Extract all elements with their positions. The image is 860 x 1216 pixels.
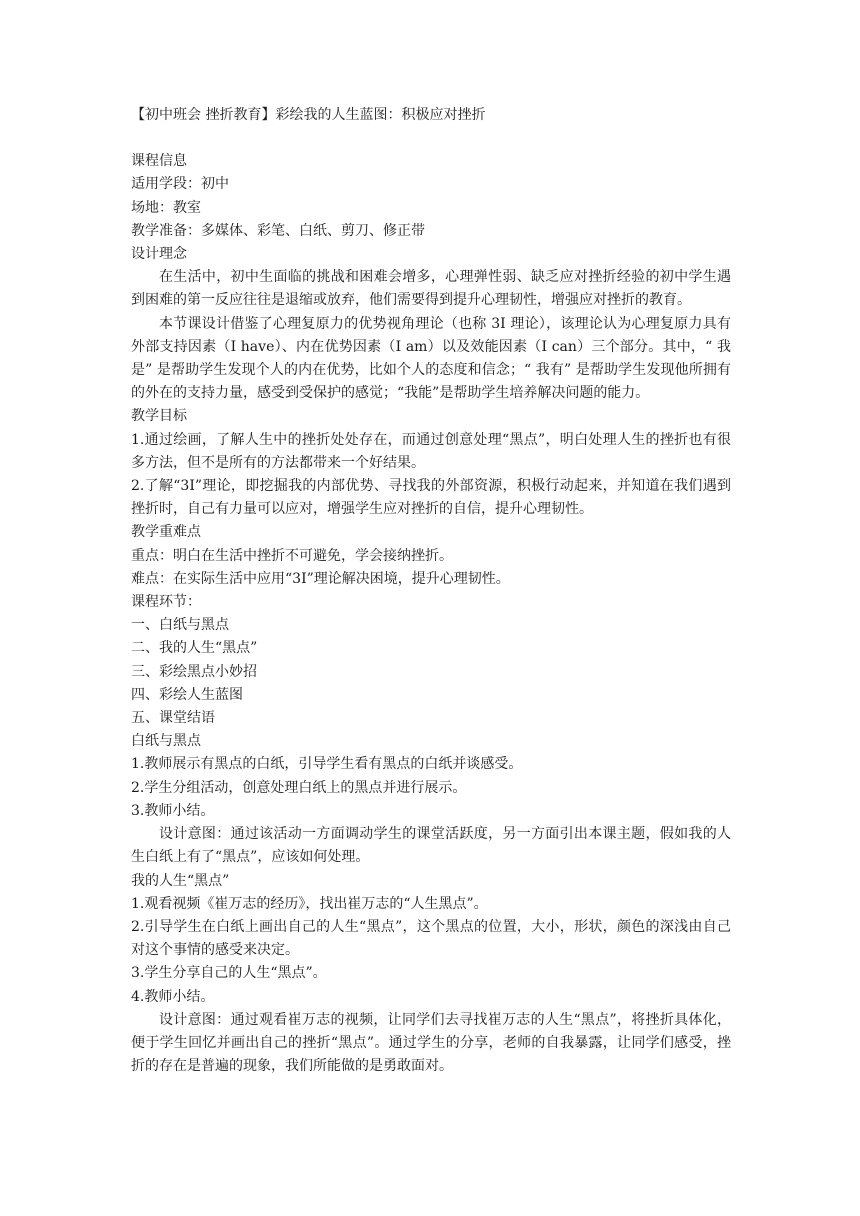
- document-title: 【初中班会 挫折教育】彩绘我的人生蓝图：积极应对挫折: [131, 107, 486, 123]
- section2-heading: 我的人生“黑点”: [131, 872, 230, 889]
- document-page: [131, 104, 731, 1078]
- step-item: 三、彩绘黑点小妙招: [131, 663, 257, 680]
- section2-intent: 设计意图：通过观看崔万志的视频，让同学们去寻找崔万志的人生“黑点”，将挫折具体化，便于学生回忆并画出自己的挫折“黑点”。通过学生的分享，老师的自我暴露，让同学们感受，挫折的存在是普遍的现象，我们所能做的是勇敢面对。: [131, 1011, 731, 1075]
- course-info-heading: 课程信息: [131, 153, 187, 170]
- venue-line: 场地：教室: [131, 199, 201, 216]
- design-concept-paragraph-1: 在生活中，初中生面临的挑战和困难会增多，心理弹性弱、缺乏应对挫折经验的初中学生遇到困难的第一反应往往是退缩或放弃，他们需要得到提升心理韧性，增强应对挫折的教育。: [131, 269, 731, 309]
- key-points-heading: 教学重难点: [131, 524, 201, 541]
- step-item: 五、课堂结语: [131, 710, 215, 727]
- prep-line: 教学准备：多媒体、彩笔、白纸、剪刀、修正带: [131, 222, 425, 239]
- section1-heading: 白纸与黑点: [131, 733, 201, 750]
- step-item: 一、白纸与黑点: [131, 617, 229, 634]
- goal-item-2: 2.了解“3I”理论，即挖掘我的内部优势、寻找我的外部资源，积极行动起来，并知道在我们遇到挫折时，自己有力量可以应对，增强学生应对挫折的自信，提升心理韧性。: [131, 478, 731, 518]
- section1-intent: 设计意图：通过该活动一方面调动学生的课堂活跃度，另一方面引出本课主题，假如我的人生白纸上有了“黑点”，应该如何处理。: [131, 826, 731, 866]
- section1-step-3: 3.教师小结。: [131, 802, 215, 819]
- design-concept-paragraph-2: 本节课设计借鉴了心理复原力的优势视角理论（也称 3I 理论），该理论认为心理复原力具有外部支持因素（I have）、内在优势因素（I am）以及效能因素（I can）三个部分。其中，“ 我是” 是帮助学生发现个人的内在优势，比如个人的态度和信念；“ 我有” 是帮助学生发现他所拥有的外在的支持力量，感受到受保护的感觉；“我能”是帮助学生培养解决问题的能力。: [131, 315, 731, 402]
- section2-step-3: 3.学生分享自己的人生“黑点”。: [131, 965, 327, 982]
- section1-step-1: 1.教师展示有黑点的白纸，引导学生看有黑点的白纸并谈感受。: [131, 756, 523, 773]
- step-item: 二、我的人生“黑点”: [131, 640, 258, 657]
- section2-step-1: 1.观看视频《崔万志的经历》，找出崔万志的“人生黑点”。: [131, 895, 488, 912]
- step-item: 四、彩绘人生蓝图: [131, 686, 243, 703]
- goal-item-1: 1.通过绘画，了解人生中的挫折处处存在，而通过创意处理“黑点”，明白处理人生的挫折也有很多方法，但不是所有的方法都带来一个好结果。: [131, 431, 731, 471]
- difficulty-line: 难点：在实际生活中应用“3I”理论解决困境，提升心理韧性。: [131, 570, 510, 587]
- section1-step-2: 2.学生分组活动，创意处理白纸上的黑点并进行展示。: [131, 779, 467, 796]
- section2-step-4: 4.教师小结。: [131, 988, 215, 1005]
- stage-line: 适用学段：初中: [131, 176, 229, 193]
- design-concept-heading: 设计理念: [131, 246, 187, 263]
- goals-heading: 教学目标: [131, 408, 187, 425]
- steps-heading: 课程环节：: [131, 594, 201, 611]
- section2-step-2: 2.引导学生在白纸上画出自己的人生“黑点”，这个黑点的位置，大小，形状，颜色的深浅由自己对这个事情的感受来决定。: [131, 918, 731, 959]
- focus-line: 重点：明白在生活中挫折不可避免，学会接纳挫折。: [131, 547, 453, 564]
